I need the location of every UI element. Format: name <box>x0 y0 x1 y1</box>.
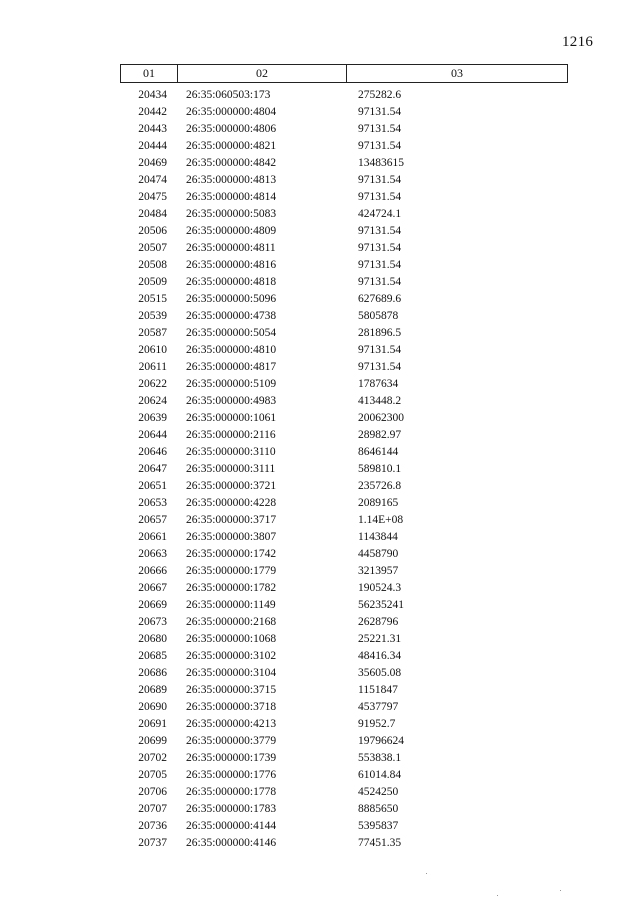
column-header-03: 03 <box>451 66 463 80</box>
column-header-02: 02 <box>178 65 347 82</box>
cell-03: 28982.97 <box>358 429 402 441</box>
cell-01: 20646 <box>138 446 167 458</box>
cell-02: 26:35:000000:3715 <box>186 684 277 696</box>
cell-03: 8646144 <box>358 446 399 458</box>
cell-02: 26:35:000000:1739 <box>186 752 277 764</box>
cell-01: 20705 <box>138 769 167 781</box>
cell-02: 26:35:000000:3718 <box>186 701 277 713</box>
table-row <box>120 155 568 172</box>
cell-03: 77451.35 <box>358 837 402 849</box>
cell-02: 26:35:000000:3779 <box>186 735 277 747</box>
cell-02: 26:35:000000:5096 <box>186 293 277 305</box>
cell-01: 20653 <box>138 497 167 509</box>
table-row <box>120 376 568 393</box>
cell-01: 20434 <box>138 89 167 101</box>
page-number: 1216 <box>562 34 594 50</box>
table-row <box>120 427 568 444</box>
cell-02: 26:35:000000:4213 <box>186 718 277 730</box>
cell-01: 20667 <box>138 582 167 594</box>
table-row <box>120 172 568 189</box>
cell-02: 26:35:000000:3807 <box>186 531 277 543</box>
cell-03: 97131.54 <box>358 242 402 254</box>
cell-01: 20736 <box>138 820 167 832</box>
cell-03: 97131.54 <box>358 123 402 135</box>
cell-03: 627689.6 <box>358 293 402 305</box>
cell-02: 26:35:000000:4810 <box>186 344 277 356</box>
cell-03: 48416.34 <box>358 650 402 662</box>
cell-01: 20469 <box>138 157 167 169</box>
cell-02: 26:35:000000:1782 <box>186 582 277 594</box>
table-row <box>120 665 568 682</box>
cell-01: 20689 <box>138 684 167 696</box>
cell-02: 26:35:000000:4804 <box>186 106 277 118</box>
cell-03: 97131.54 <box>358 106 402 118</box>
cell-02: 26:35:000000:4738 <box>186 310 277 322</box>
table-row <box>120 359 568 376</box>
cell-02: 26:35:060503:173 <box>186 89 271 101</box>
table-row <box>120 614 568 631</box>
cell-02: 26:35:000000:4821 <box>186 140 277 152</box>
cell-03: 13483615 <box>358 157 404 169</box>
table-row <box>120 512 568 529</box>
cell-03: 2089165 <box>358 497 399 509</box>
cell-02: 26:35:000000:4817 <box>186 361 277 373</box>
cell-03: 2628796 <box>358 616 399 628</box>
cell-01: 20673 <box>138 616 167 628</box>
cell-02: 26:35:000000:4811 <box>186 242 276 254</box>
cell-01: 20509 <box>138 276 167 288</box>
table-row <box>120 648 568 665</box>
cell-01: 20442 <box>138 106 167 118</box>
cell-03: 4524250 <box>358 786 399 798</box>
cell-02: 26:35:000000:1068 <box>186 633 277 645</box>
cell-03: 97131.54 <box>358 259 402 271</box>
cell-03: 8885650 <box>358 803 399 815</box>
cell-02: 26:35:000000:4228 <box>186 497 277 509</box>
table-row <box>120 393 568 410</box>
cell-03: 3213957 <box>358 565 399 577</box>
cell-02: 26:35:000000:1779 <box>186 565 277 577</box>
cell-02: 26:35:000000:4809 <box>186 225 277 237</box>
cell-01: 20639 <box>138 412 167 424</box>
table-header <box>120 64 568 83</box>
cell-02: 26:35:000000:3104 <box>186 667 277 679</box>
cell-02: 26:35:000000:1783 <box>186 803 277 815</box>
cell-01: 20475 <box>138 191 167 203</box>
cell-02: 26:35:000000:4814 <box>186 191 277 203</box>
table-row <box>120 240 568 257</box>
cell-01: 20702 <box>138 752 167 764</box>
cell-02: 26:35:000000:5083 <box>186 208 277 220</box>
cell-02: 26:35:000000:1778 <box>186 786 277 798</box>
cell-03: 413448.2 <box>358 395 402 407</box>
cell-01: 20484 <box>138 208 167 220</box>
cell-02: 26:35:000000:4144 <box>186 820 277 832</box>
cell-01: 20507 <box>138 242 167 254</box>
cell-03: 35605.08 <box>358 667 402 679</box>
cell-01: 20661 <box>138 531 167 543</box>
cell-02: 26:35:000000:4818 <box>186 276 277 288</box>
table-row <box>120 529 568 546</box>
table-row <box>120 597 568 614</box>
table-row <box>120 631 568 648</box>
cell-03: 20062300 <box>358 412 404 424</box>
cell-01: 20515 <box>138 293 167 305</box>
cell-03: 97131.54 <box>358 344 402 356</box>
cell-03: 1143844 <box>358 531 398 543</box>
cell-01: 20680 <box>138 633 167 645</box>
cell-02: 26:35:000000:1061 <box>186 412 277 424</box>
cell-01: 20644 <box>138 429 167 441</box>
cell-03: 235726.8 <box>358 480 402 492</box>
cell-02: 26:35:000000:3111 <box>186 463 276 475</box>
cell-03: 4537797 <box>358 701 399 713</box>
table-row <box>120 308 568 325</box>
cell-02: 26:35:000000:4816 <box>186 259 277 271</box>
table-row <box>120 733 568 750</box>
cell-01: 20691 <box>138 718 167 730</box>
table-row <box>120 801 568 818</box>
cell-01: 20737 <box>138 837 167 849</box>
cell-03: 97131.54 <box>358 276 402 288</box>
cell-03: 553838.1 <box>358 752 402 764</box>
table-row <box>120 818 568 835</box>
cell-01: 20685 <box>138 650 167 662</box>
cell-03: 97131.54 <box>358 140 402 152</box>
table-row <box>120 121 568 138</box>
table-row <box>120 291 568 308</box>
column-header-01: 01 <box>121 65 178 82</box>
cell-02: 26:35:000000:2116 <box>186 429 276 441</box>
cell-01: 20706 <box>138 786 167 798</box>
table-row <box>120 87 568 104</box>
table-row <box>120 461 568 478</box>
cell-02: 26:35:000000:5054 <box>186 327 277 339</box>
table-row <box>120 682 568 699</box>
cell-03: 97131.54 <box>358 361 402 373</box>
cell-02: 26:35:000000:4813 <box>186 174 277 186</box>
cell-02: 26:35:000000:3717 <box>186 514 277 526</box>
table-row <box>120 138 568 155</box>
cell-03: 97131.54 <box>358 225 402 237</box>
cell-02: 26:35:000000:3110 <box>186 446 276 458</box>
cell-03: 91952.7 <box>358 718 396 730</box>
cell-01: 20622 <box>138 378 167 390</box>
table-row <box>120 444 568 461</box>
table-row <box>120 104 568 121</box>
cell-03: 25221.31 <box>358 633 402 645</box>
table-row <box>120 274 568 291</box>
cell-03: 97131.54 <box>358 191 402 203</box>
table-row <box>120 546 568 563</box>
cell-03: 4458790 <box>358 548 399 560</box>
cell-03: 424724.1 <box>358 208 402 220</box>
cell-01: 20624 <box>138 395 167 407</box>
cell-01: 20707 <box>138 803 167 815</box>
cell-02: 26:35:000000:4146 <box>186 837 277 849</box>
cell-03: 1151847 <box>358 684 398 696</box>
cell-03: 97131.54 <box>358 174 402 186</box>
cell-01: 20651 <box>138 480 167 492</box>
table-row <box>120 325 568 342</box>
cell-03: 589810.1 <box>358 463 402 475</box>
table-row <box>120 206 568 223</box>
table-row <box>120 750 568 767</box>
cell-03: 5805878 <box>358 310 399 322</box>
table-row <box>120 189 568 206</box>
cell-03: 19796624 <box>358 735 404 747</box>
table-row <box>120 257 568 274</box>
table-row <box>120 835 568 852</box>
cell-02: 26:35:000000:3102 <box>186 650 277 662</box>
table-row <box>120 478 568 495</box>
cell-01: 20474 <box>138 174 167 186</box>
cell-01: 20686 <box>138 667 167 679</box>
cell-01: 20539 <box>138 310 167 322</box>
table-row <box>120 410 568 427</box>
cell-02: 26:35:000000:4983 <box>186 395 277 407</box>
cell-01: 20647 <box>138 463 167 475</box>
table-row <box>120 580 568 597</box>
cell-02: 26:35:000000:2168 <box>186 616 277 628</box>
cell-03: 190524.3 <box>358 582 402 594</box>
cell-03: 281896.5 <box>358 327 402 339</box>
cell-02: 26:35:000000:5109 <box>186 378 277 390</box>
table-row <box>120 342 568 359</box>
cell-03: 1.14E+08 <box>358 514 404 526</box>
cell-01: 20699 <box>138 735 167 747</box>
cell-01: 20587 <box>138 327 167 339</box>
cell-03: 5395837 <box>358 820 399 832</box>
cell-02: 26:35:000000:1776 <box>186 769 277 781</box>
table-row <box>120 563 568 580</box>
table-row <box>120 495 568 512</box>
table-row <box>120 699 568 716</box>
cell-02: 26:35:000000:1742 <box>186 548 277 560</box>
cell-01: 20610 <box>138 344 167 356</box>
cell-03: 275282.6 <box>358 89 402 101</box>
cell-02: 26:35:000000:4806 <box>186 123 277 135</box>
cell-03: 56235241 <box>358 599 404 611</box>
table-body <box>120 87 568 852</box>
table-row <box>120 223 568 240</box>
cell-01: 20611 <box>138 361 167 373</box>
cell-01: 20508 <box>138 259 167 271</box>
table-row <box>120 716 568 733</box>
cell-01: 20690 <box>138 701 167 713</box>
cell-03: 61014.84 <box>358 769 402 781</box>
table-row <box>120 767 568 784</box>
cell-01: 20443 <box>138 123 167 135</box>
cell-02: 26:35:000000:4842 <box>186 157 277 169</box>
cell-01: 20666 <box>138 565 167 577</box>
cell-01: 20657 <box>138 514 167 526</box>
cell-01: 20444 <box>138 140 167 152</box>
cell-03: 1787634 <box>358 378 399 390</box>
table-row <box>120 784 568 801</box>
cell-01: 20663 <box>138 548 167 560</box>
cell-01: 20669 <box>138 599 167 611</box>
cell-01: 20506 <box>138 225 167 237</box>
cell-02: 26:35:000000:1149 <box>186 599 276 611</box>
cell-02: 26:35:000000:3721 <box>186 480 277 492</box>
